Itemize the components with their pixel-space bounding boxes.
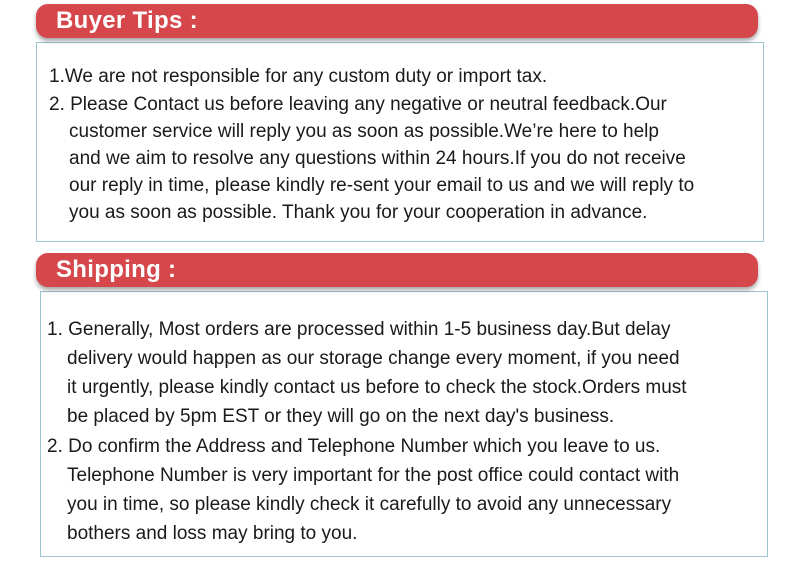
shipping-1-line: be placed by 5pm EST or they will go on the next day's business. [67, 406, 615, 427]
buyer-tips-header [36, 4, 758, 38]
shipping-item-1 [47, 315, 687, 431]
shipping-2-line: Telephone Number is very important for the post office could contact with [67, 465, 680, 486]
shipping-box [40, 291, 768, 557]
shipping-2-line: bothers and loss may bring to you. [67, 523, 358, 544]
buyer-tip-2-line: customer service will reply you as soon as possible.We’re here to help [69, 121, 659, 142]
buyer-tip-2-line: our reply in time, please kindly re-sent your email to us and we will reply to [69, 175, 695, 196]
buyer-tips-title: Buyer Tips : [56, 7, 198, 34]
buyer-tip-1-line: 1.We are not responsible for any custom duty or import tax. [49, 66, 548, 87]
shipping-1-line: it urgently, please kindly contact us before to check the stock.Orders must [67, 377, 687, 398]
buyer-tip-2-line: and we aim to resolve any questions within 24 hours.If you do not receive [69, 148, 686, 169]
shipping-2-line: you in time, so please kindly check it carefully to avoid any unnecessary [67, 494, 672, 515]
buyer-tip-2-line: 2. Please Contact us before leaving any negative or neutral feedback.Our [49, 94, 667, 115]
buyer-tips-box [36, 42, 764, 242]
shipping-header [36, 253, 758, 287]
shipping-title: Shipping : [56, 256, 177, 283]
shipping-item-2 [47, 432, 679, 548]
shipping-2-line: 2. Do confirm the Address and Telephone Number which you leave to us. [47, 436, 661, 457]
shipping-1-line: delivery would happen as our storage change every moment, if you need [67, 348, 680, 369]
buyer-tip-item-1 [49, 63, 547, 90]
buyer-tip-2-line: you as soon as possible. Thank you for your cooperation in advance. [69, 202, 648, 223]
buyer-tip-item-2 [49, 91, 694, 226]
shipping-1-line: 1. Generally, Most orders are processed within 1-5 business day.But delay [47, 319, 671, 340]
